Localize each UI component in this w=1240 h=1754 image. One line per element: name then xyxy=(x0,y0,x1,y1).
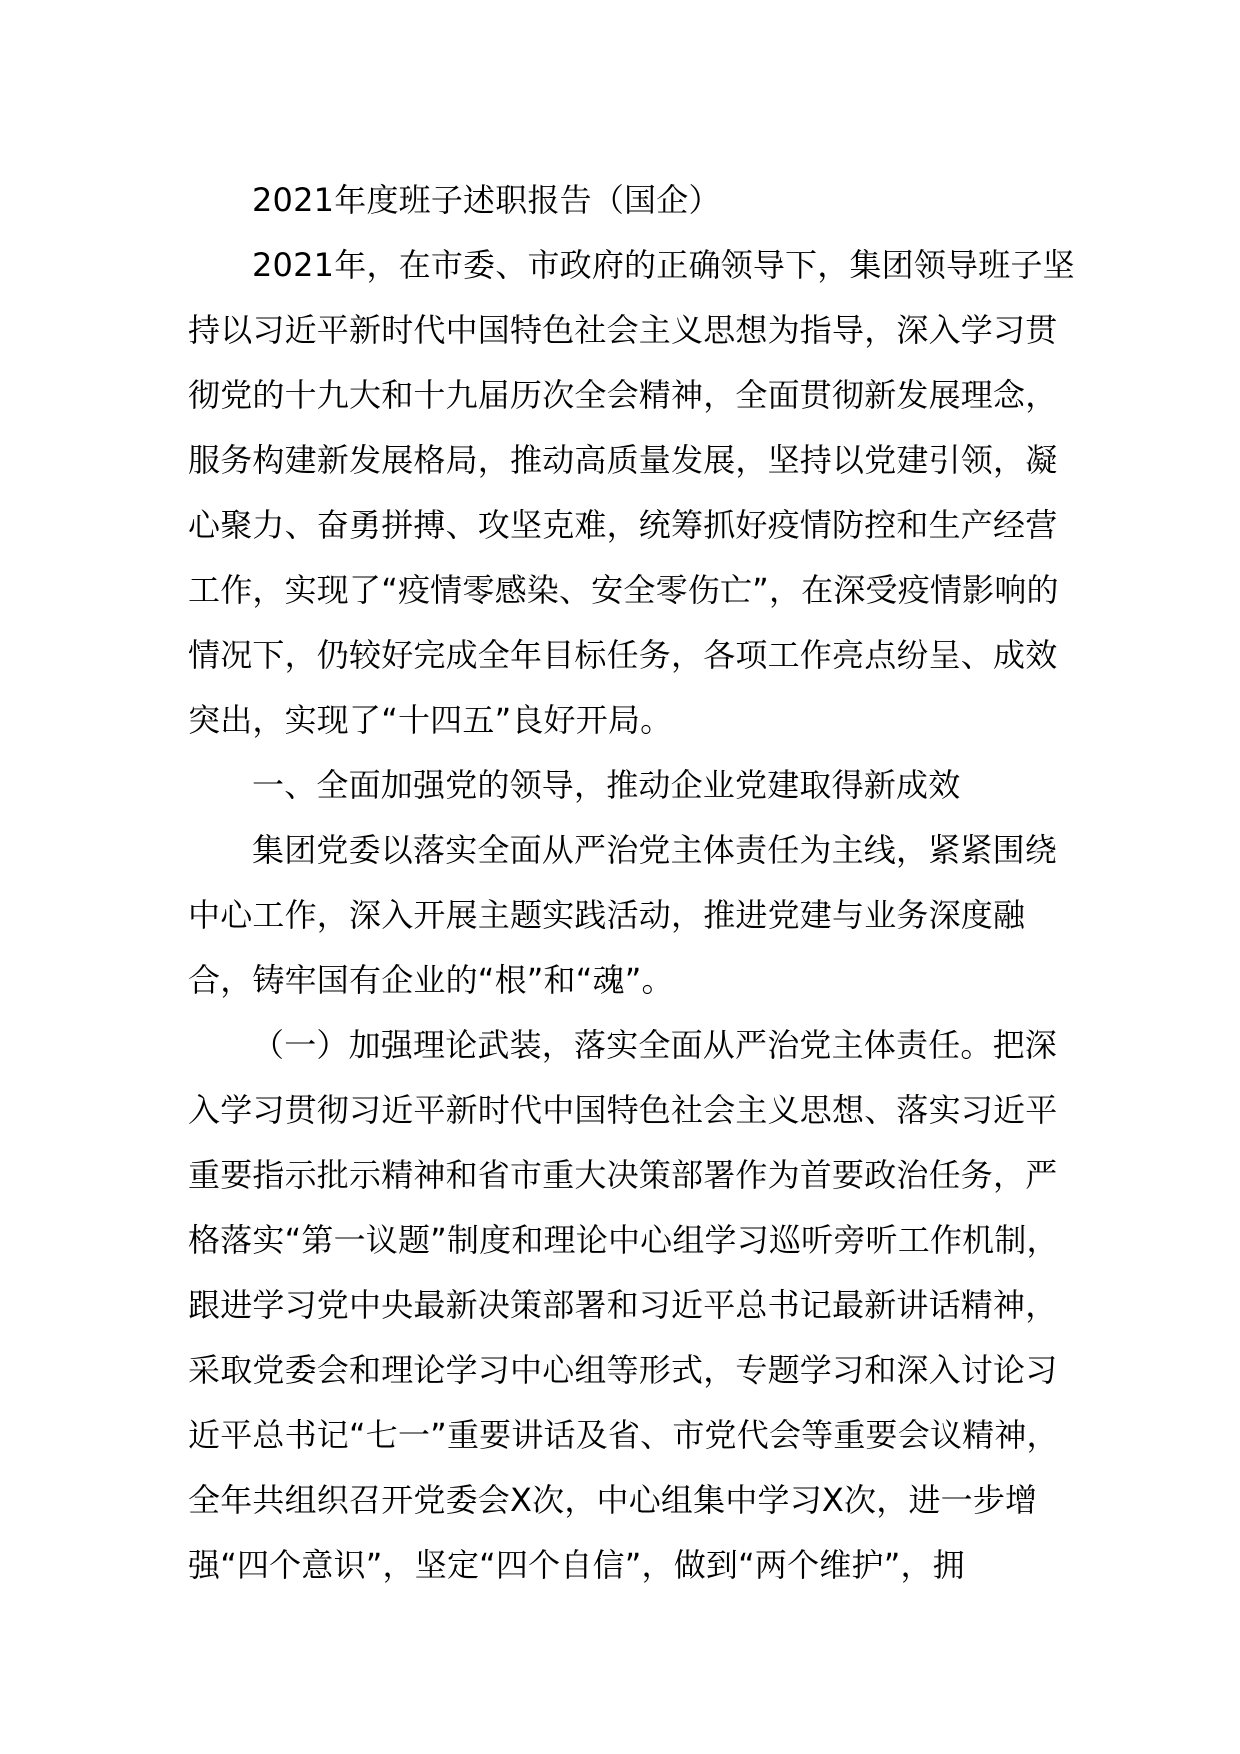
paragraph-intro: 2021年，在市委、市政府的正确领导下，集团领导班子坚持以习近平新时代中国特色社会主义思想为指导，深入学习贯彻党的十九大和十九届历次全会精神，全面贯彻新发展理念，服务构建新发展格局，推动高质量发展，坚持以党建引领，凝心聚力、奋勇拼搏、攻坚克难，统筹抓好疫情防控和生产经营工作，实现了“疫情零感染、安全零伤亡”，在深受疫情影响的情况下，仍较好完成全年目标任务，各项工作亮点纷呈、成效突出，实现了“十四五”良好开局。 xyxy=(188,246,1075,739)
paragraph-section-1-summary: 集团党委以落实全面从严治党主体责任为主线，紧紧围绕中心工作，深入开展主题实践活动，推进党建与业务深度融合，铸牢国有企业的“根”和“魂”。 xyxy=(188,831,1058,999)
document-body xyxy=(188,168,1088,1598)
document-title: 2021年度班子述职报告（国企） xyxy=(252,181,721,219)
section-heading-1: 一、全面加强党的领导，推动企业党建取得新成效 xyxy=(252,766,961,804)
paragraph-subsection-1: （一）加强理论武装，落实全面从严治党主体责任。把深入学习贯彻习近平新时代中国特色社会主义思想、落实习近平重要指示批示精神和省市重大决策部署作为首要政治任务，严格落实“第一议题”制度和理论中心组学习巡听旁听工作机制，跟进学习党中央最新决策部署和习近平总书记最新讲话精神，采取党委会和理论学习中心组等形式，专题学习和深入讨论习近平总书记“七一”重要讲话及省、市党代会等重要会议精神，全年共组织召开党委会X次，中心组集中学习X次，进一步增强“四个意识”，坚定“四个自信”，做到“两个维护”，拥 xyxy=(188,1026,1059,1584)
